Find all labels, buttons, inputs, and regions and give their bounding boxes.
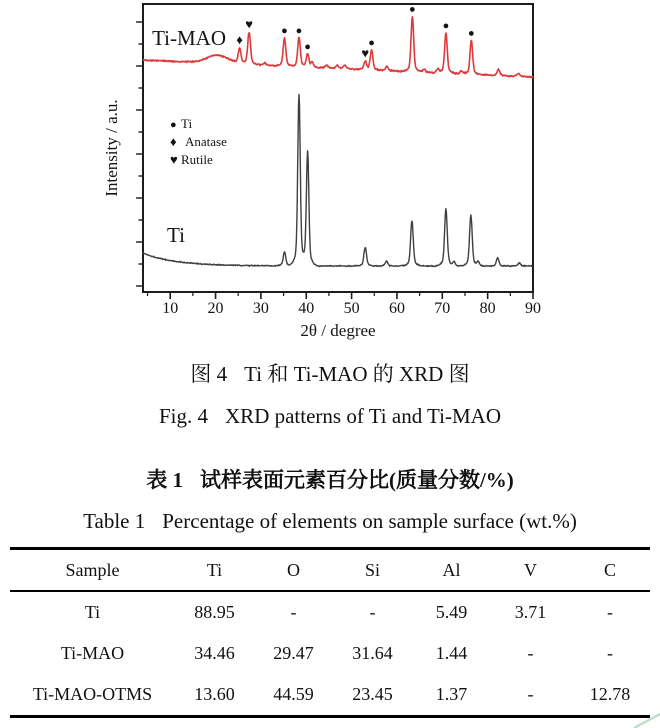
value-cell: 44.59 xyxy=(273,684,314,704)
value-cell: 88.95 xyxy=(194,602,235,622)
figure-caption-zh xyxy=(0,360,660,388)
rutile-legend-marker-icon: ♥ xyxy=(170,152,178,167)
x-tick-label: 40 xyxy=(298,300,315,317)
series-label-ti-mao: Ti-MAO xyxy=(152,26,226,50)
figure-number-zh: 图 4 xyxy=(190,362,228,386)
column-header: O xyxy=(254,549,333,592)
figure-title-en: XRD patterns of Ti and Ti-MAO xyxy=(225,404,501,428)
column-header: C xyxy=(570,549,650,592)
x-tick-label: 80 xyxy=(479,300,496,317)
rutile-peak-marker-icon: ♥ xyxy=(245,16,253,32)
value-cell: 5.49 xyxy=(435,602,468,622)
x-tick-label: 20 xyxy=(207,300,224,317)
value-cell: 34.46 xyxy=(194,643,235,663)
ti-peak-marker-icon: ● xyxy=(442,20,450,33)
ti-legend-marker-icon: ● xyxy=(170,119,177,131)
rutile-peak-marker-icon: ♥ xyxy=(361,45,370,61)
column-header: V xyxy=(491,549,570,592)
table-row xyxy=(10,591,650,633)
legend-label: Ti xyxy=(181,116,193,131)
column-header: Sample xyxy=(10,549,175,592)
figure-title-zh: Ti 和 Ti-MAO 的 XRD 图 xyxy=(244,362,470,386)
column-header: Ti xyxy=(175,549,254,592)
x-tick-label: 60 xyxy=(388,300,405,317)
ti-peak-marker-icon: ● xyxy=(409,3,416,16)
x-tick-label: 30 xyxy=(252,300,269,317)
table-number-zh: 表 1 xyxy=(146,468,183,492)
table-header xyxy=(10,549,650,592)
column-header: Al xyxy=(412,549,491,592)
ti-peak-marker-icon: ● xyxy=(295,24,303,37)
value-cell: - xyxy=(369,602,376,622)
sample-name-cell: Ti-MAO-OTMS xyxy=(32,684,153,704)
table-row xyxy=(10,674,650,717)
y-axis-title: Intensity / a.u. xyxy=(102,99,121,197)
value-cell: 29.47 xyxy=(273,643,314,663)
legend-label: Rutile xyxy=(181,152,213,167)
elements-table xyxy=(10,547,650,718)
figure-number-en: Fig. 4 xyxy=(159,404,209,428)
column-header: Si xyxy=(333,549,412,592)
table-row xyxy=(10,633,650,674)
watermark-artifact xyxy=(626,710,660,728)
legend-label: Anatase xyxy=(185,134,227,149)
ti-peak-marker-icon: ● xyxy=(281,25,288,38)
value-cell: 12.78 xyxy=(589,684,631,704)
table-caption-zh xyxy=(0,466,660,494)
table-caption-en xyxy=(0,507,660,535)
value-cell: 13.60 xyxy=(194,684,235,704)
sample-name-cell: Ti xyxy=(84,602,101,622)
value-cell: - xyxy=(290,602,297,622)
value-cell: 23.45 xyxy=(352,684,393,704)
ti-peak-marker-icon: ● xyxy=(368,36,375,49)
anatase-peak-marker-icon: ♦ xyxy=(236,32,243,48)
table-title-en: Percentage of elements on sample surface (wt.%) xyxy=(162,509,577,533)
sample-name-cell: Ti-MAO xyxy=(60,643,125,663)
value-cell: 3.71 xyxy=(514,602,547,622)
x-tick-label: 90 xyxy=(525,300,541,317)
value-cell: - xyxy=(527,643,534,663)
value-cell: 1.37 xyxy=(435,684,468,704)
series-label-ti: Ti xyxy=(167,223,185,247)
x-axis-title: 2θ / degree xyxy=(300,321,376,340)
table-number-en: Table 1 xyxy=(83,509,146,533)
value-cell: - xyxy=(527,684,534,704)
value-cell: - xyxy=(607,602,613,622)
value-cell: 31.64 xyxy=(352,643,393,663)
figure-caption-en xyxy=(0,402,660,430)
x-tick-label: 70 xyxy=(434,300,451,317)
x-tick-label: 50 xyxy=(343,300,360,317)
anatase-legend-marker-icon: ♦ xyxy=(170,134,177,149)
ti-peak-marker-icon: ● xyxy=(304,41,311,54)
table-title-zh: 试样表面元素百分比(质量分数/%) xyxy=(199,468,514,492)
xrd-curve-ti xyxy=(143,95,533,267)
ti-peak-marker-icon: ● xyxy=(467,27,475,40)
value-cell: 1.44 xyxy=(435,643,468,663)
xrd-chart xyxy=(0,0,660,350)
x-tick-label: 10 xyxy=(162,300,179,317)
value-cell: - xyxy=(607,643,613,663)
